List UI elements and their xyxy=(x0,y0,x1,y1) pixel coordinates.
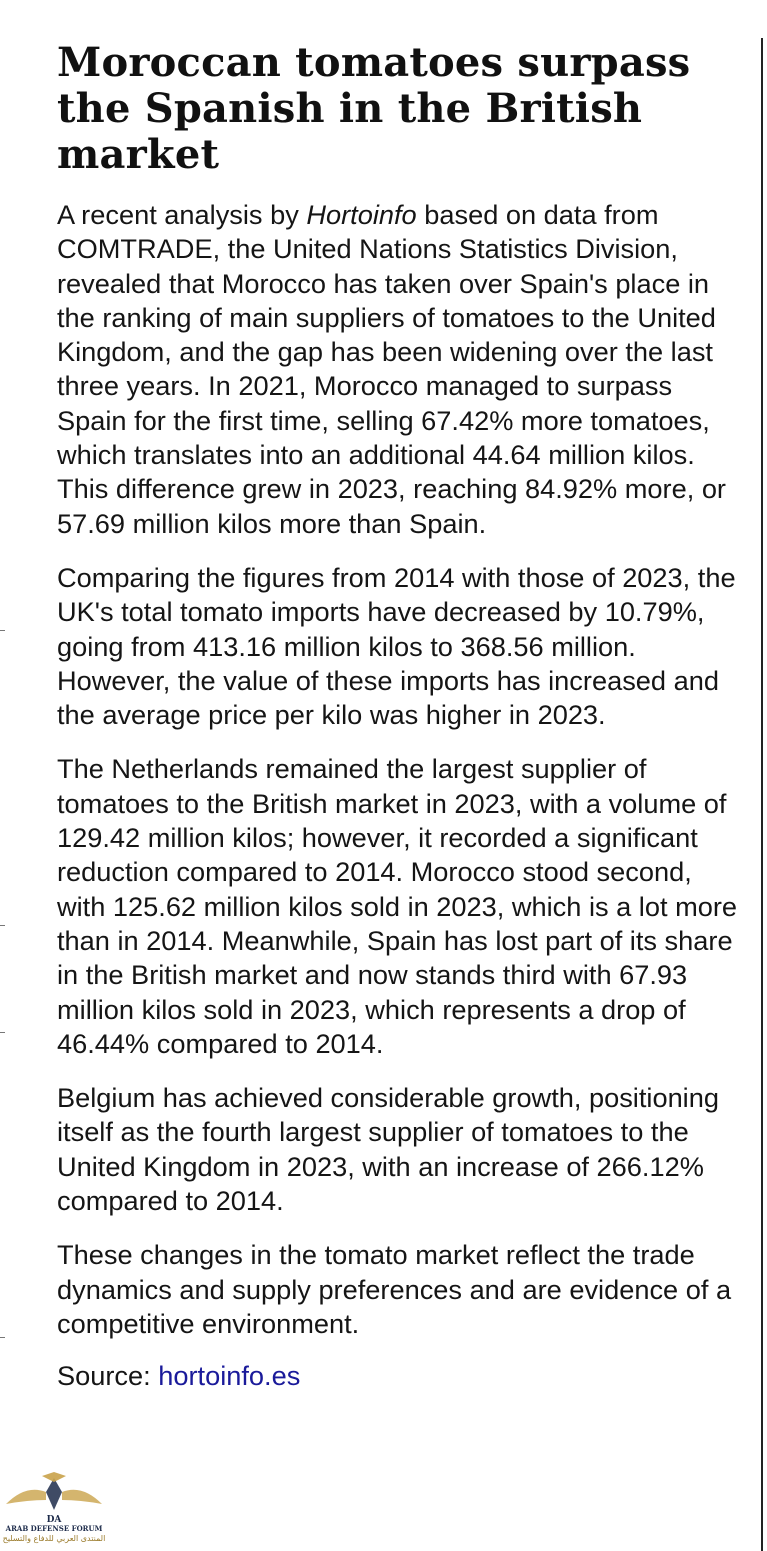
watermark-abbr: DA xyxy=(46,1515,62,1525)
publication-name: Hortoinfo xyxy=(306,199,417,230)
edge-tick xyxy=(0,1337,5,1338)
source-link[interactable]: hortoinfo.es xyxy=(158,1360,301,1392)
source-line xyxy=(57,1359,747,1393)
source-label: Source: xyxy=(57,1360,159,1392)
paragraph-imports: Comparing the figures from 2014 with those of 2023, the UK's total tomato imports have decreased by 10.79%, going from 413.16 million kilos to 368.56 million. However, the value of these imports has increased and the average price per kilo was higher in 2023. xyxy=(57,561,736,731)
edge-tick xyxy=(0,630,5,631)
intro-body-text: based on data from COMTRADE, the United Nations Statistics Division, revealed that Morocco has taken over Spain's place in the ranking of main suppliers of tomatoes to the United Kingdom, and the gap has been widening over the last three years. In 2021, Morocco managed to surpass Spain for the first time, selling 67.42% more tomatoes, which translates into an additional 44.64 million kilos. This difference grew in 2023, reaching 84.92% more, or 57.69 million kilos more than Spain. xyxy=(57,199,726,539)
watermark-name-ar: المنتدى العربي للدفاع والتسليح xyxy=(2,1534,106,1543)
intro-lead-text: A recent analysis by xyxy=(57,199,307,230)
article-headline: Moroccan tomatoes surpass the Spanish in the British market xyxy=(57,39,691,178)
forum-watermark-logo xyxy=(2,1470,106,1550)
paragraph-belgium: Belgium has achieved considerable growth, positioning itself as the fourth largest supplier of tomatoes to the United Kingdom in 2023, with an increase of 266.12% compared to 2014. xyxy=(57,1082,719,1217)
edge-tick xyxy=(0,1032,5,1033)
eagle-emblem-icon xyxy=(2,1470,106,1530)
right-border-line xyxy=(761,38,763,1551)
edge-tick xyxy=(0,925,5,926)
paragraph-intro xyxy=(57,198,747,541)
paragraph-conclusion: These changes in the tomato market reflect the trade dynamics and supply preferences and are evidence of a competitive environment. xyxy=(57,1239,732,1339)
article xyxy=(57,40,747,1394)
paragraph-suppliers: The Netherlands remained the largest supplier of tomatoes to the British market in 2023, with a volume of 129.42 million kilos; however, it recorded a significant reduction compared to 2014. Morocco stood second, with 125.62 million kilos sold in 2023, which is a lot more than in 2014. Meanwhile, Spain has lost part of its share in the British market and now stands third with 67.93 million kilos sold in 2023, which represents a drop of 46.44% compared to 2014. xyxy=(57,753,738,1059)
watermark-name-en: ARAB DEFENSE FORUM xyxy=(5,1524,103,1533)
